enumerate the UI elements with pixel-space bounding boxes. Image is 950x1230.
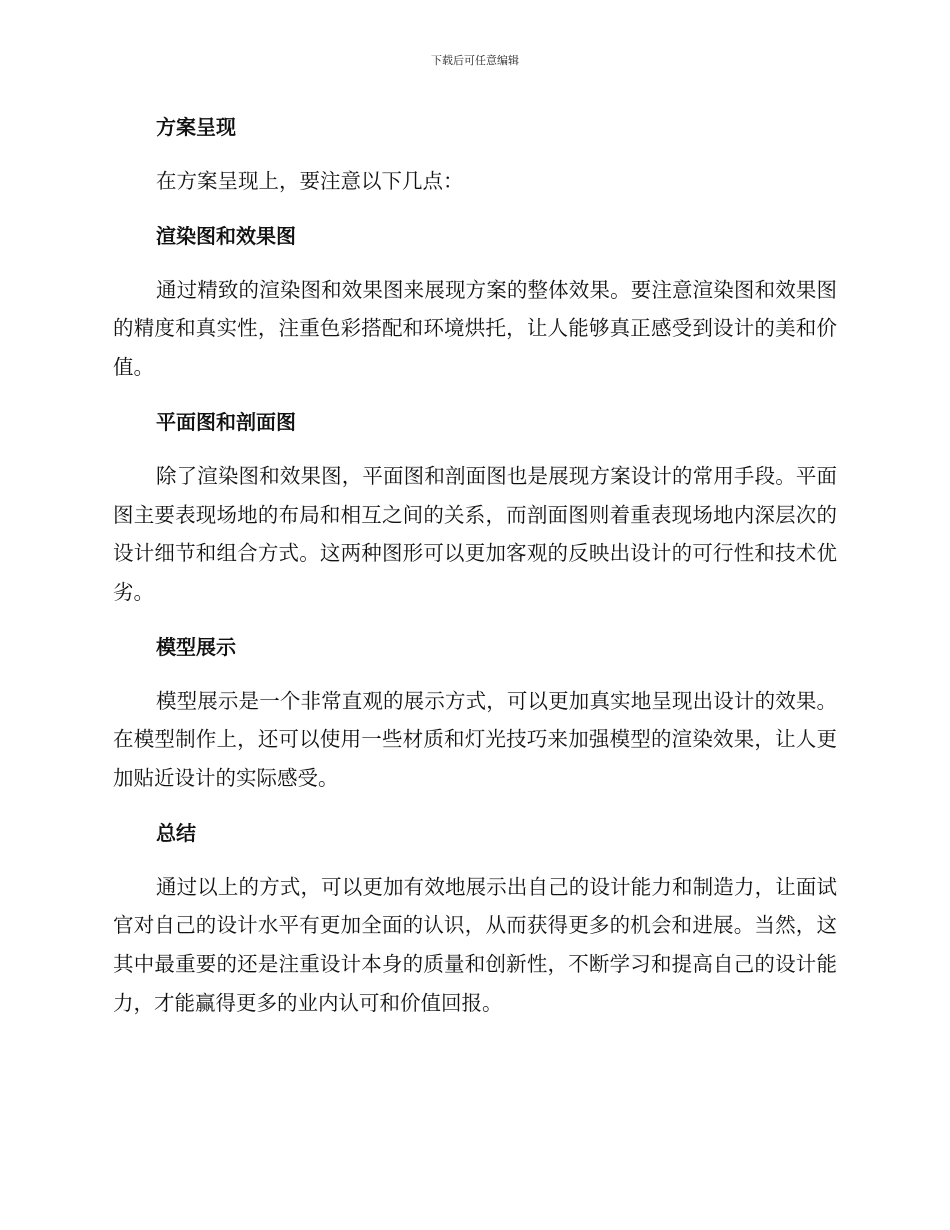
section-heading-model: 模型展示: [156, 634, 236, 659]
section-paragraph-plans-sections: 除了渲染图和效果图，平面图和剖面图也是展现方案设计的常用手段。平面图主要表现场地的布局和相互之间的关系，而剖面图则着重表现场地内深层次的设计细节和组合方式。这两种图形可以更加客观的反映出设计的可行性和技术优劣。: [113, 463, 837, 604]
section-paragraph-model: 模型展示是一个非常直观的展示方式，可以更加真实地呈现出设计的效果。在模型制作上，还可以使用一些材质和灯光技巧来加强模型的渲染效果，让人更加贴近设计的实际感受。: [113, 688, 837, 791]
section-paragraph-summary: 通过以上的方式，可以更加有效地展示出自己的设计能力和制造力，让面试官对自己的设计水平有更加全面的认识，从而获得更多的机会和进展。当然，这其中最重要的还是注重设计本身的质量和创新性，不断学习和提高自己的设计能力，才能赢得更多的业内认可和价值回报。: [113, 874, 837, 1015]
section-paragraph-presentation: 在方案呈现上，要注意以下几点：: [156, 169, 464, 193]
page-header: 下载后可任意编辑: [431, 54, 519, 67]
document-body: [113, 108, 837, 1023]
section-paragraph-renderings: 通过精致的渲染图和效果图来展现方案的整体效果。要注意渲染图和效果图的精度和真实性，注重色彩搭配和环境烘托，让人能够真正感受到设计的美和价值。: [113, 277, 837, 380]
section-heading-plans-sections: 平面图和剖面图: [156, 409, 296, 434]
section-heading-presentation: 方案呈现: [156, 115, 236, 139]
section-heading-summary: 总结: [156, 820, 196, 845]
section-heading-renderings: 渲染图和效果图: [156, 223, 296, 248]
